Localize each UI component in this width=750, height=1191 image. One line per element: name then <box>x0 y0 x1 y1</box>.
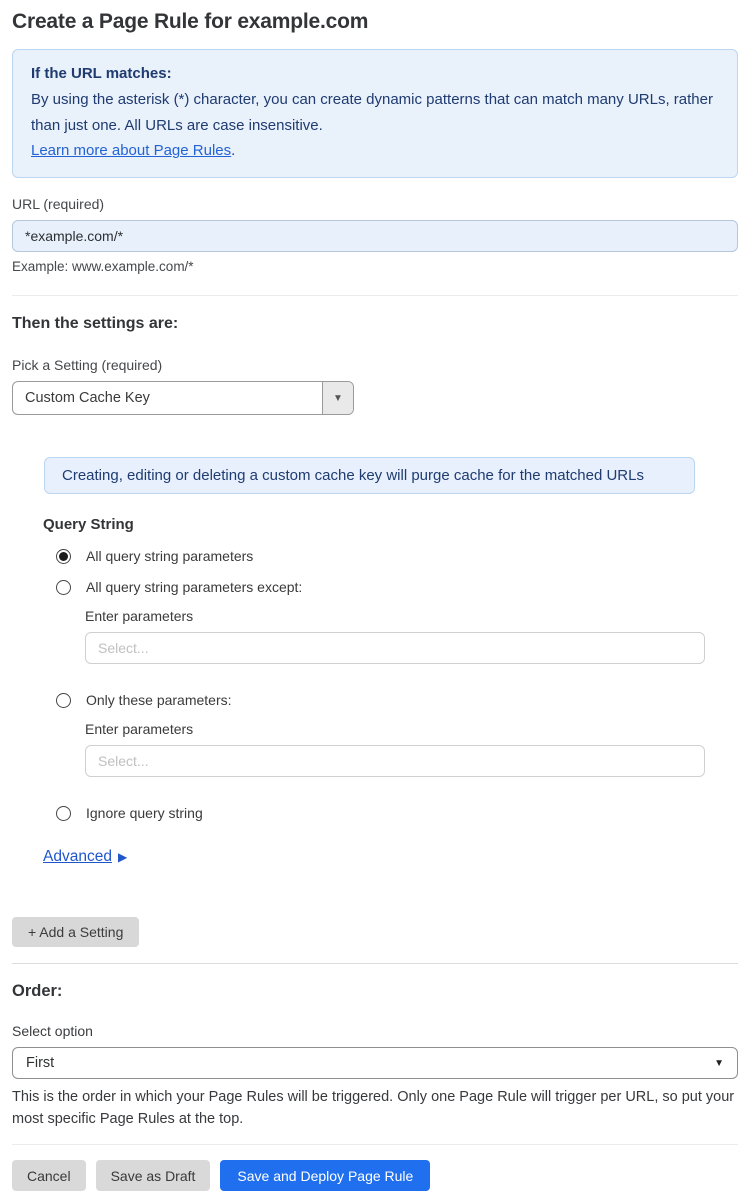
radio-option-ignore-qs[interactable] <box>56 805 738 821</box>
query-string-heading: Query String <box>43 516 134 534</box>
chevron-right-icon: ▶ <box>117 850 128 865</box>
setting-select-arrow-button[interactable] <box>322 382 353 414</box>
divider <box>12 1144 738 1145</box>
url-example-text: Example: www.example.com/* <box>12 259 194 275</box>
except-parameters-input[interactable] <box>85 632 705 664</box>
divider <box>12 295 738 296</box>
radio-icon[interactable] <box>56 549 71 564</box>
order-select[interactable] <box>12 1047 738 1079</box>
save-and-deploy-button[interactable]: Save and Deploy Page Rule <box>220 1160 430 1191</box>
enter-parameters-label: Enter parameters <box>85 608 194 625</box>
cancel-button[interactable]: Cancel <box>12 1160 86 1191</box>
order-select-label: Select option <box>12 1023 93 1040</box>
order-select-value: First <box>26 1055 55 1072</box>
url-match-info-box <box>12 49 738 178</box>
info-box-link-line <box>31 138 719 164</box>
url-field-label: URL (required) <box>12 196 105 213</box>
only-parameters-input[interactable] <box>85 745 705 777</box>
spacer <box>12 777 738 790</box>
radio-option-only-these[interactable] <box>56 692 738 708</box>
radio-label: All query string parameters except: <box>86 579 303 596</box>
footer-actions <box>12 1160 738 1191</box>
divider <box>12 963 738 964</box>
add-setting-button[interactable]: + Add a Setting <box>12 917 139 947</box>
setting-select[interactable] <box>12 381 354 415</box>
pick-setting-label: Pick a Setting (required) <box>12 357 163 374</box>
info-box-body: By using the asterisk (*) character, you can create dynamic patterns that can match many URLs, rather than just one. All URLs are case insensitive. <box>31 90 713 134</box>
radio-icon[interactable] <box>56 693 71 708</box>
page-title: Create a Page Rule for example.com <box>12 10 369 33</box>
learn-more-link[interactable]: Learn more about Page Rules <box>31 142 232 160</box>
enter-parameters-label: Enter parameters <box>85 721 194 738</box>
chevron-down-icon: ▼ <box>333 392 343 404</box>
save-as-draft-button[interactable]: Save as Draft <box>96 1160 211 1191</box>
radio-icon[interactable] <box>56 806 71 821</box>
radio-option-all-except[interactable] <box>56 579 738 595</box>
info-box-heading: If the URL matches: <box>31 65 172 82</box>
radio-label: All query string parameters <box>86 548 254 565</box>
radio-label: Only these parameters: <box>86 692 232 709</box>
except-parameters-field <box>85 608 738 664</box>
radio-label: Ignore query string <box>86 805 203 822</box>
order-heading: Order: <box>12 982 63 1001</box>
radio-option-all-params[interactable] <box>56 548 738 564</box>
cache-key-notice: Creating, editing or deleting a custom cache key will purge cache for the matched URLs <box>44 457 695 494</box>
setting-select-value: Custom Cache Key <box>25 390 150 407</box>
settings-heading: Then the settings are: <box>12 315 179 333</box>
spacer <box>12 664 738 677</box>
radio-icon[interactable] <box>56 580 71 595</box>
link-period: . <box>231 142 236 160</box>
url-input[interactable] <box>12 220 738 252</box>
order-help-text: This is the order in which your Page Rules will be triggered. Only one Page Rule will trigger per URL, so put your most specific Page Rules at the top. <box>12 1089 735 1128</box>
chevron-down-icon: ▼ <box>714 1057 724 1069</box>
only-parameters-field <box>85 721 738 777</box>
advanced-row <box>43 848 738 866</box>
advanced-link[interactable]: Advanced <box>43 848 112 866</box>
